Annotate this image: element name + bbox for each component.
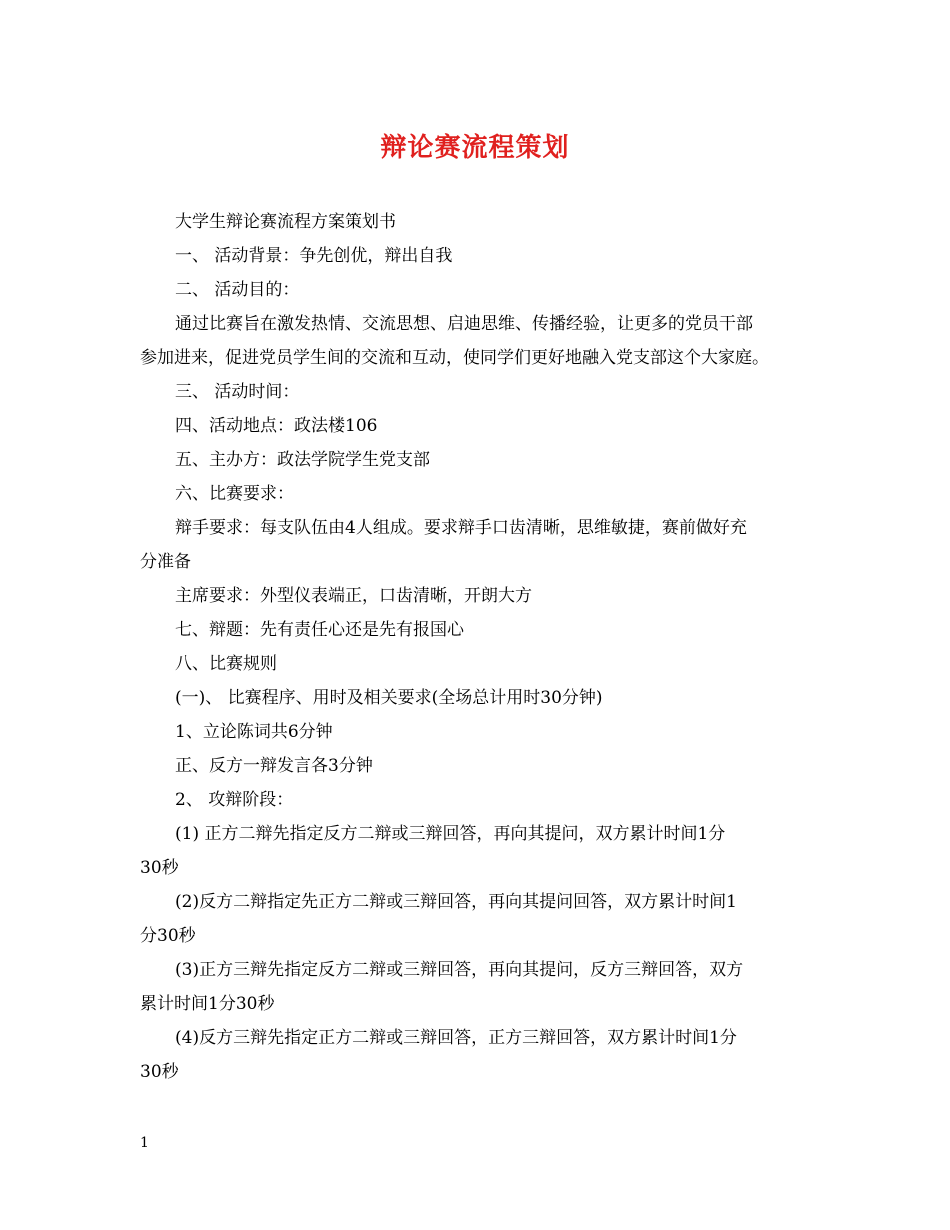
cross-exam-item-4-line-2: 30秒: [140, 1062, 179, 1082]
section-requirements: 六、比赛要求：: [175, 484, 294, 504]
page-number: 1: [140, 1135, 149, 1151]
cross-exam-item-3-line-1: (3)正方三辩先指定反方二辩或三辩回答，再向其提问，反方三辩回答，双方: [175, 960, 744, 980]
section-organizer: 五、主办方：政法学院学生党支部: [175, 450, 430, 470]
section-time: 三、 活动时间：: [175, 382, 300, 402]
cross-exam-item-4-line-1: (4)反方三辩先指定正方二辩或三辩回答，正方三辩回答，双方累计时间1分: [175, 1028, 737, 1048]
chair-requirements: 主席要求：外型仪表端正，口齿清晰，开朗大方: [175, 586, 532, 606]
purpose-text-line-1: 通过比赛旨在激发热情、交流思想、启迪思维、传播经验，让更多的党员干部: [175, 314, 753, 334]
subtitle-line: 大学生辩论赛流程方案策划书: [175, 212, 396, 232]
cross-exam-item-1-line-2: 30秒: [140, 858, 179, 878]
cross-exam-item-1-line-1: (1) 正方二辩先指定反方二辩或三辩回答，再向其提问，双方累计时间1分: [175, 824, 726, 844]
rule-opening-statements: 1、立论陈词共6分钟: [175, 722, 333, 742]
section-purpose: 二、 活动目的：: [175, 280, 300, 300]
debater-requirements-line-1: 辩手要求：每支队伍由4人组成。要求辩手口齿清晰，思维敏捷，赛前做好充: [175, 518, 747, 538]
rule-first-speakers: 正、反方一辩发言各3分钟: [175, 756, 373, 776]
cross-exam-item-2-line-1: (2)反方二辩指定先正方二辩或三辩回答，再向其提问回答，双方累计时间1: [175, 892, 737, 912]
document-title: 辩论赛流程策划: [380, 133, 570, 163]
cross-exam-item-2-line-2: 分30秒: [140, 926, 196, 946]
cross-exam-item-3-line-2: 累计时间1分30秒: [140, 994, 275, 1014]
section-background: 一、 活动背景：争先创优，辩出自我: [175, 246, 453, 266]
section-rules: 八、比赛规则: [175, 654, 277, 674]
document-body: [140, 205, 820, 1089]
debater-requirements-line-2: 分准备: [140, 552, 191, 572]
rules-procedure: (一)、 比赛程序、用时及相关要求(全场总计用时30分钟): [175, 688, 603, 708]
purpose-text-line-2: 参加进来，促进党员学生间的交流和互动，使同学们更好地融入党支部这个大家庭。: [140, 348, 769, 368]
rule-cross-examination: 2、 攻辩阶段：: [175, 790, 294, 810]
section-location: 四、活动地点：政法楼106: [175, 416, 378, 436]
section-topic: 七、辩题：先有责任心还是先有报国心: [175, 620, 464, 640]
